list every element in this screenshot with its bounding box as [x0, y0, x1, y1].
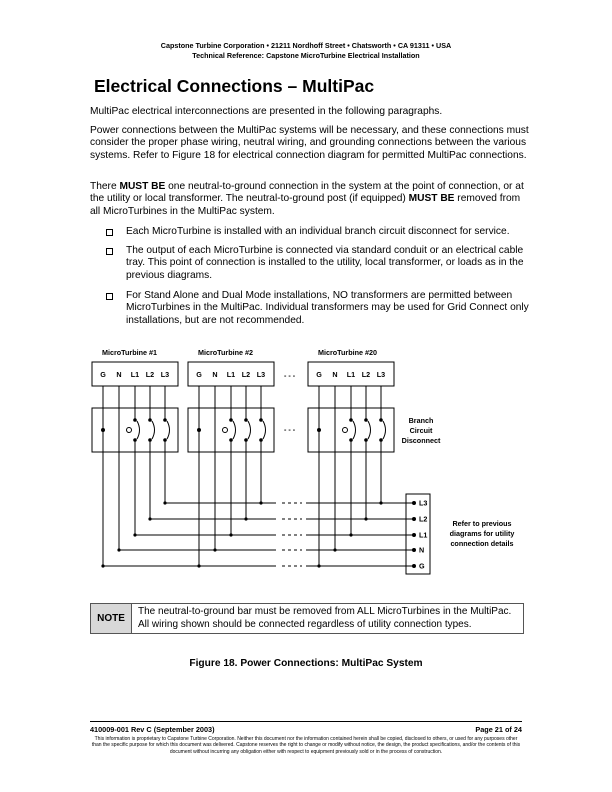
- unit-label: MicroTurbine #2: [198, 348, 253, 357]
- switch-blade: [137, 421, 140, 439]
- branch-label: Circuit: [409, 426, 433, 435]
- unit-label: MicroTurbine #1: [102, 348, 157, 357]
- bus-terminal: [412, 501, 416, 505]
- bus-label: N: [419, 545, 425, 555]
- header-doc-title: Technical Reference: Capstone MicroTurbine Electrical Installation: [192, 51, 420, 60]
- terminal-label: G: [196, 370, 202, 379]
- refer-label: connection details: [450, 539, 514, 548]
- switch-blade: [233, 421, 236, 439]
- bus-label: L1: [419, 530, 428, 540]
- ground-dot: [317, 428, 321, 432]
- terminal-label: G: [316, 370, 322, 379]
- neutral-ground-paragraph: There MUST BE one neutral-to-ground connection in the system at the point of connection, or at the utility or local transformer. The neutral-to-ground post (if equipped) MUST BE removed from all MicroTurbines in the MultiPac system.: [90, 181, 524, 217]
- bullet-item: Each MicroTurbine is installed with an individual branch circuit disconnect for service.: [110, 226, 530, 238]
- bullet-item: For Stand Alone and Dual Mode installations, NO transformers are permitted between MicroTurbines in the MultiPac. Individual transformers may be used for Grid Connect only installations, but are not recommended.: [110, 290, 530, 327]
- terminal-label: L3: [376, 370, 386, 379]
- switch-blade: [368, 421, 371, 439]
- refer-label: diagrams for utility: [449, 529, 515, 538]
- terminal-label: N: [332, 370, 338, 379]
- branch-label: Disconnect: [401, 436, 441, 445]
- switch-blade: [353, 421, 356, 439]
- neutral-link: [127, 428, 132, 433]
- bus-label: G: [419, 561, 425, 571]
- refer-label: Refer to previous: [452, 519, 512, 528]
- terminal-label: L1: [346, 370, 356, 379]
- terminal-label: G: [100, 370, 106, 379]
- note-box: [90, 603, 524, 634]
- terminal-label: N: [212, 370, 218, 379]
- neutral-link: [343, 428, 348, 433]
- unit-label: MicroTurbine #20: [318, 348, 377, 357]
- ground-dot: [197, 428, 201, 432]
- switch-blade: [167, 421, 170, 439]
- terminal-label: L1: [226, 370, 236, 379]
- bus-terminal: [412, 564, 416, 568]
- header-address: Capstone Turbine Corporation • 21211 Nordhoff Street • Chatsworth • CA 91311 • USA: [160, 41, 452, 50]
- footer-divider: [90, 721, 522, 722]
- footer-doc-id: 410009-001 Rev C (September 2003): [90, 725, 215, 734]
- switch-blade: [263, 421, 266, 439]
- note-label: NOTE: [91, 604, 132, 633]
- terminal-label: L2: [145, 370, 155, 379]
- ellipsis-mid: - - -: [284, 425, 296, 434]
- footer-page-number: Page 21 of 24: [475, 725, 522, 734]
- bus-terminal: [412, 517, 416, 521]
- bullet-item: The output of each MicroTurbine is connected via standard conduit or an electrical cable tray. This point of connection is installed to the utility, local transformer, or loads as in the previous diagrams.: [110, 245, 530, 282]
- figure-caption: Figure 18. Power Connections: MultiPac System: [189, 658, 423, 669]
- section-title: Electrical Connections – MultiPac: [94, 76, 375, 96]
- switch-blade: [383, 421, 386, 439]
- terminal-label: L1: [130, 370, 140, 379]
- neutral-link: [223, 428, 228, 433]
- ellipsis-top: - - -: [284, 371, 296, 380]
- branch-label: Branch: [408, 416, 434, 425]
- bus-label: L2: [419, 514, 428, 524]
- terminal-label: N: [116, 370, 122, 379]
- switch-blade: [248, 421, 251, 439]
- intro-paragraph: MultiPac electrical interconnections are presented in the following paragraphs.: [90, 106, 443, 117]
- bus-terminal: [412, 533, 416, 537]
- ground-dot: [101, 428, 105, 432]
- bus-label: L3: [419, 498, 428, 508]
- bus-terminal: [412, 548, 416, 552]
- footer-legal-notice: This information is proprietary to Capstone Turbine Corporation. Neither this document nor the information contained herein shall be copied, disclosed to others, or used for any purposes other than the specific purpose for which this document was delivered. Capstone reserves the right to change or modify without notice, the design, the product specifications, and/or the contents of this document without incurring any obligation either with respect to equipment previously sold or in the process of construction.: [91, 736, 521, 755]
- note-text: The neutral-to-ground bar must be removed from ALL MicroTurbines in the MultiPac. All wiring shown should be connected regardless of utility connection types.: [138, 606, 512, 630]
- terminal-label: L3: [160, 370, 170, 379]
- terminal-label: L3: [256, 370, 266, 379]
- terminal-label: L2: [361, 370, 371, 379]
- terminal-label: L2: [241, 370, 251, 379]
- switch-blade: [152, 421, 155, 439]
- power-connections-paragraph: Power connections between the MultiPac systems will be necessary, and these connections must consider the proper phase wiring, neutral wiring, and grounding connections between the various systems. Refer to Figure 18 for electrical connection diagram for permitted MultiPac connections.: [90, 125, 529, 161]
